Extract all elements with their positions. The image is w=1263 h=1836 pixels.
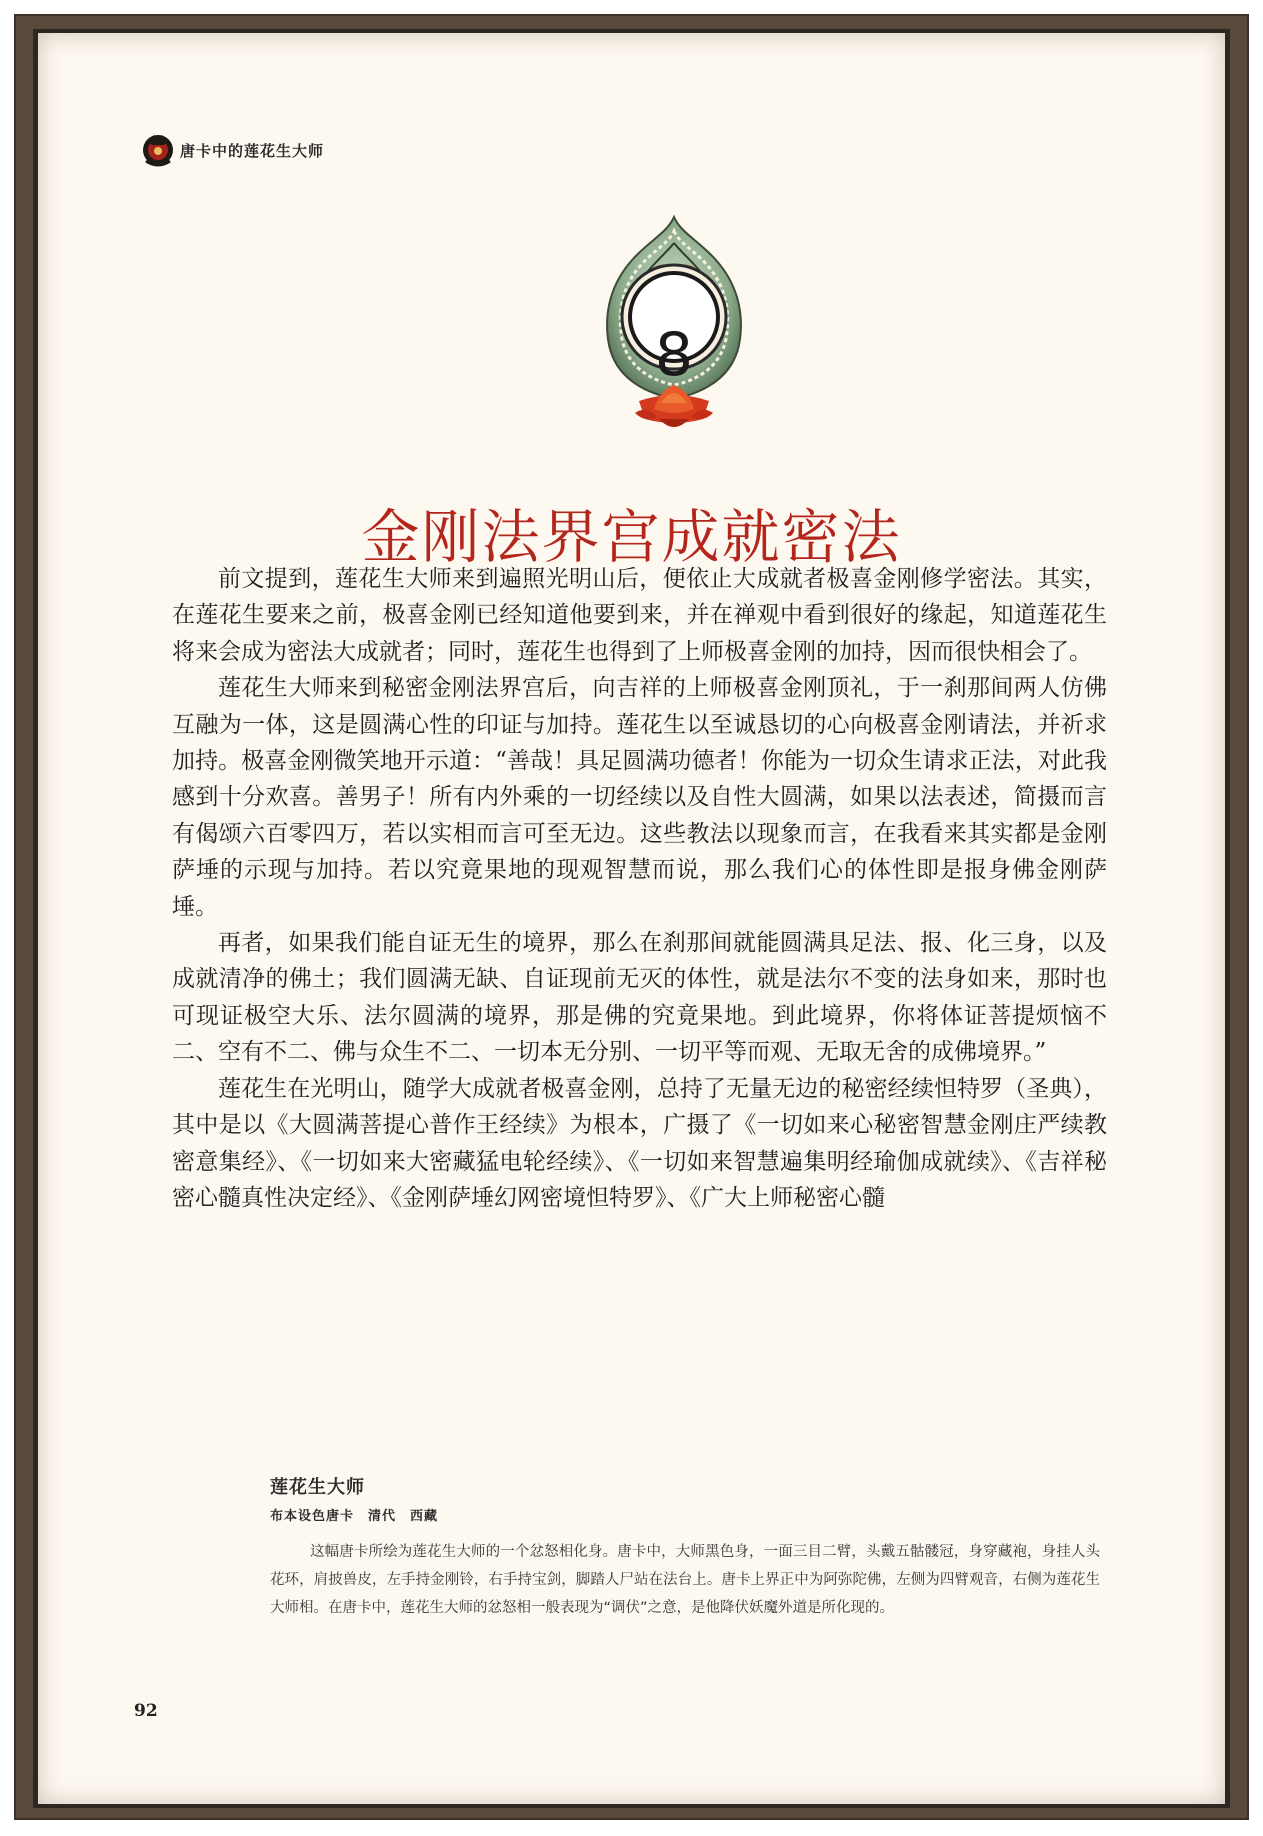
- caption-meta: 布本设色唐卡 清代 西藏: [270, 1509, 439, 1524]
- chapter-title: 金刚法界宫成就密法: [361, 502, 902, 571]
- chapter-number: 8: [654, 320, 694, 390]
- paragraph: 再者，如果我们能自证无生的境界，那么在刹那间就能圆满具足法、报、化三身，以及成就清净的佛土；我们圆满无缺、自证现前无灭的体性，就是法尔不变的法身如来，那时也可现证极空大乐、法尔圆满的境界，那是佛的究竟果地。到此境界，你将体证菩提烦恼不二、空有不二、佛与众生不二、一切本无分别、一切平等而观、无取无舍的成佛境界。”: [172, 930, 1107, 1066]
- seal-icon: [140, 131, 176, 169]
- running-head: [140, 130, 324, 170]
- image-caption: [270, 1473, 1100, 1622]
- caption-text: 这幅唐卡所绘为莲花生大师的一个忿怒相化身。唐卡中，大师黑色身，一面三目二臂，头戴五骷髅冠，身穿藏袍，身挂人头花环，肩披兽皮，左手持金刚铃，右手持宝剑，脚踏人尸站在法台上。唐卡上界正中为阿弥陀佛，左侧为四臂观音，右侧为莲花生大师相。在唐卡中，莲花生大师的忿怒相一般表现为“调伏”之意，是他降伏妖魔外道是所化现的。: [270, 1544, 1100, 1616]
- running-head-title: 唐卡中的莲花生大师: [180, 141, 325, 160]
- paragraph: 莲花生在光明山，随学大成就者极喜金刚，总持了无量无边的秘密经续怛特罗（圣典），其中是以《大圆满菩提心普作王经续》为根本，广摄了《一切如来心秘密智慧金刚庄严续教密意集经》、《一切如来大密藏猛电轮经续》、《一切如来智慧遍集明经瑜伽成就续》、《吉祥秘密心髓真性决定经》、《金刚萨埵幻网密境怛特罗》、《广大上师秘密心髓: [172, 1075, 1107, 1211]
- book-page: [38, 33, 1225, 1804]
- paragraph: 莲花生大师来到秘密金刚法界宫后，向吉祥的上师极喜金刚顶礼，于一刹那间两人仿佛互融为一体，这是圆满心性的印证与加持。莲花生以至诚恳切的心向极喜金刚请法，并祈求加持。极喜金刚微笑地开示道：“善哉！具足圆满功德者！你能为一切众生请求正法，对此我感到十分欢喜。善男子！所有内外乘的一切经续以及自性大圆满，如果以法表述，简摄而言有偈颂六百零四万，若以实相而言可至无边。这些教法以现象而言，在我看来其实都是金刚萨埵的示现与加持。若以究竟果地的现观智慧而说，那么我们心的体性即是报身佛金刚萨埵。: [172, 675, 1107, 920]
- caption-title: 莲花生大师: [270, 1477, 365, 1498]
- paragraph: 前文提到，莲花生大师来到遍照光明山后，便依止大成就者极喜金刚修学密法。其实，在莲花生要来之前，极喜金刚已经知道他要到来，并在禅观中看到很好的缘起，知道莲花生将来会成为密法大成就者；同时，莲花生也得到了上师极喜金刚的加持，因而很快相会了。: [172, 566, 1107, 665]
- page-number: 92: [134, 1701, 158, 1721]
- body-text: [172, 561, 1107, 1216]
